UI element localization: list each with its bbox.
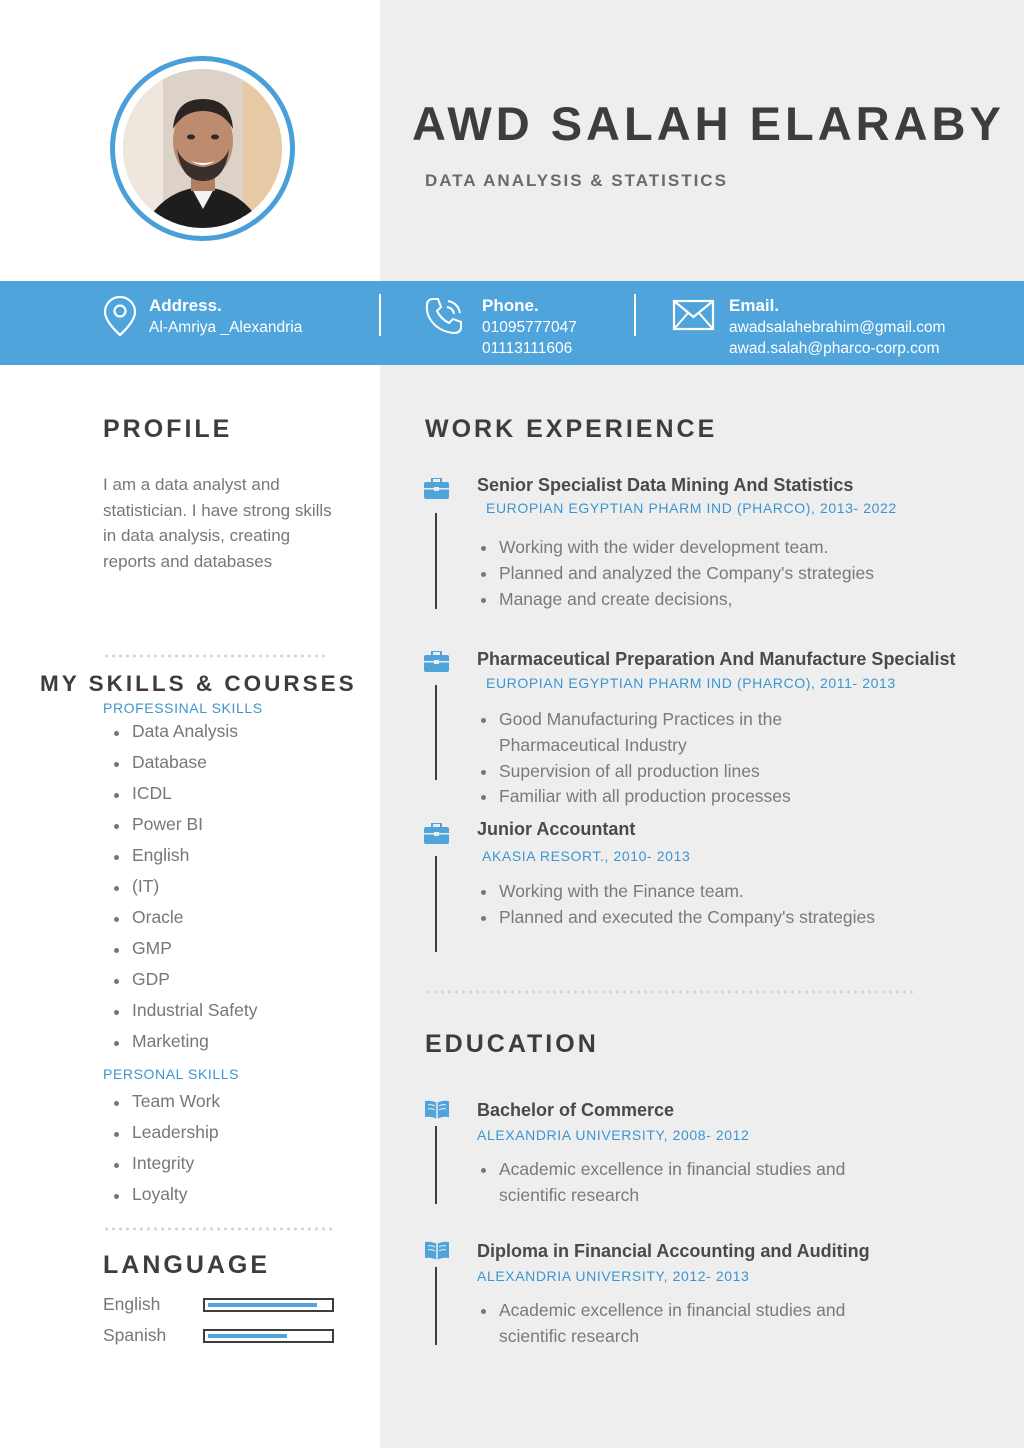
job-duty: Planned and executed the Company's strategies (470, 905, 930, 931)
skill-item: Industrial Safety (103, 1000, 257, 1031)
phone-value-2: 01113111606 (482, 340, 573, 357)
skill-item: Power BI (103, 814, 257, 845)
education-heading: EDUCATION (425, 1030, 599, 1058)
timeline-line (435, 1126, 437, 1204)
phone-label: Phone. (482, 296, 539, 315)
contact-separator (379, 294, 381, 336)
job-title-subtitle: DATA ANALYSIS & STATISTICS (425, 171, 728, 190)
email-label: Email. (729, 296, 780, 315)
timeline-line (435, 1267, 437, 1345)
job-duty: Working with the Finance team. (470, 879, 930, 905)
person-name: AWD SALAH ELARABY (412, 97, 1005, 150)
work-experience-heading: WORK EXPERIENCE (425, 415, 718, 443)
job-duty: Supervision of all production lines (470, 759, 830, 785)
briefcase-icon (424, 478, 449, 499)
language-name: Spanish (103, 1325, 167, 1345)
address-label: Address. (149, 296, 222, 315)
job-company: AKASIA RESORT., 2010- 2013 (482, 848, 691, 864)
divider (425, 990, 917, 994)
skill-item: English (103, 845, 257, 876)
job-duties-list (470, 535, 930, 612)
profile-heading: PROFILE (103, 415, 233, 443)
professional-skills-label: PROFESSINAL SKILLS (103, 700, 263, 716)
email-envelope-icon (672, 299, 715, 336)
skill-item: Team Work (103, 1091, 220, 1122)
professional-skills-list (103, 721, 257, 1062)
degree-title: Diploma in Financial Accounting and Auditing (477, 1241, 870, 1261)
language-level-fill (208, 1334, 287, 1338)
skill-item: GMP (103, 938, 257, 969)
timeline-line (435, 513, 437, 609)
location-pin-icon (103, 295, 137, 342)
skill-item: ICDL (103, 783, 257, 814)
skill-item: Oracle (103, 907, 257, 938)
job-duty: Working with the wider development team. (470, 535, 930, 561)
phone-icon (423, 295, 465, 342)
avatar (123, 69, 282, 228)
timeline-line (435, 856, 437, 952)
skill-item: Integrity (103, 1153, 220, 1184)
phone-value-1: 01095777047 (482, 319, 577, 336)
degree-title: Bachelor of Commerce (477, 1100, 675, 1120)
job-duty: Manage and create decisions, (470, 587, 930, 613)
job-title: Pharmaceutical Preparation And Manufacture Specialist (477, 649, 956, 669)
job-duty: Planned and analyzed the Company's strategies (470, 561, 930, 587)
contact-separator (634, 294, 636, 336)
language-level-fill (208, 1303, 317, 1307)
skill-item: (IT) (103, 876, 257, 907)
open-book-icon (424, 1099, 450, 1125)
job-duty: Familiar with all production processes (470, 784, 830, 810)
address-value: Al-Amriya _Alexandria (149, 319, 303, 336)
avatar-portrait-image (123, 69, 282, 228)
job-duties-list (470, 707, 830, 810)
education-note: Academic excellence in financial studies and scientific research (470, 1298, 890, 1350)
profile-text: I am a data analyst and statistician. I have strong skills in data analysis, creating reports and databases (103, 475, 332, 571)
personal-skills-label: PERSONAL SKILLS (103, 1066, 240, 1082)
language-name: English (103, 1294, 161, 1314)
education-note: Academic excellence in financial studies and scientific research (470, 1157, 890, 1209)
education-notes-list (470, 1157, 890, 1209)
skill-item: Data Analysis (103, 721, 257, 752)
skill-item: Marketing (103, 1031, 257, 1062)
job-company: EUROPIAN EGYPTIAN PHARM IND (PHARCO), 2013- 2022 (486, 500, 897, 516)
job-company: EUROPIAN EGYPTIAN PHARM IND (PHARCO), 2011- 2013 (486, 675, 896, 691)
open-book-icon (424, 1240, 450, 1266)
school-name: ALEXANDRIA UNIVERSITY, 2008- 2012 (477, 1127, 750, 1143)
timeline-line (435, 685, 437, 780)
education-notes-list (470, 1298, 890, 1350)
skill-item: Database (103, 752, 257, 783)
language-level-bar (203, 1298, 334, 1312)
job-title: Senior Specialist Data Mining And Statistics (477, 475, 854, 495)
briefcase-icon (424, 823, 449, 844)
divider (103, 1227, 333, 1231)
email-value-2[interactable]: awad.salah@pharco-corp.com (729, 340, 940, 357)
job-duties-list (470, 879, 930, 931)
school-name: ALEXANDRIA UNIVERSITY, 2012- 2013 (477, 1268, 750, 1284)
personal-skills-list (103, 1091, 220, 1215)
skill-item: Loyalty (103, 1184, 220, 1215)
skill-item: GDP (103, 969, 257, 1000)
email-value-1[interactable]: awadsalahebrahim@gmail.com (729, 319, 946, 336)
job-title: Junior Accountant (477, 819, 636, 839)
job-duty: Good Manufacturing Practices in the Pharmaceutical Industry (470, 707, 830, 759)
briefcase-icon (424, 651, 449, 672)
language-level-bar (203, 1329, 334, 1343)
divider (103, 654, 325, 658)
language-heading: LANGUAGE (103, 1251, 271, 1279)
skill-item: Leadership (103, 1122, 220, 1153)
skills-heading: MY SKILLS & COURSES (40, 671, 357, 696)
